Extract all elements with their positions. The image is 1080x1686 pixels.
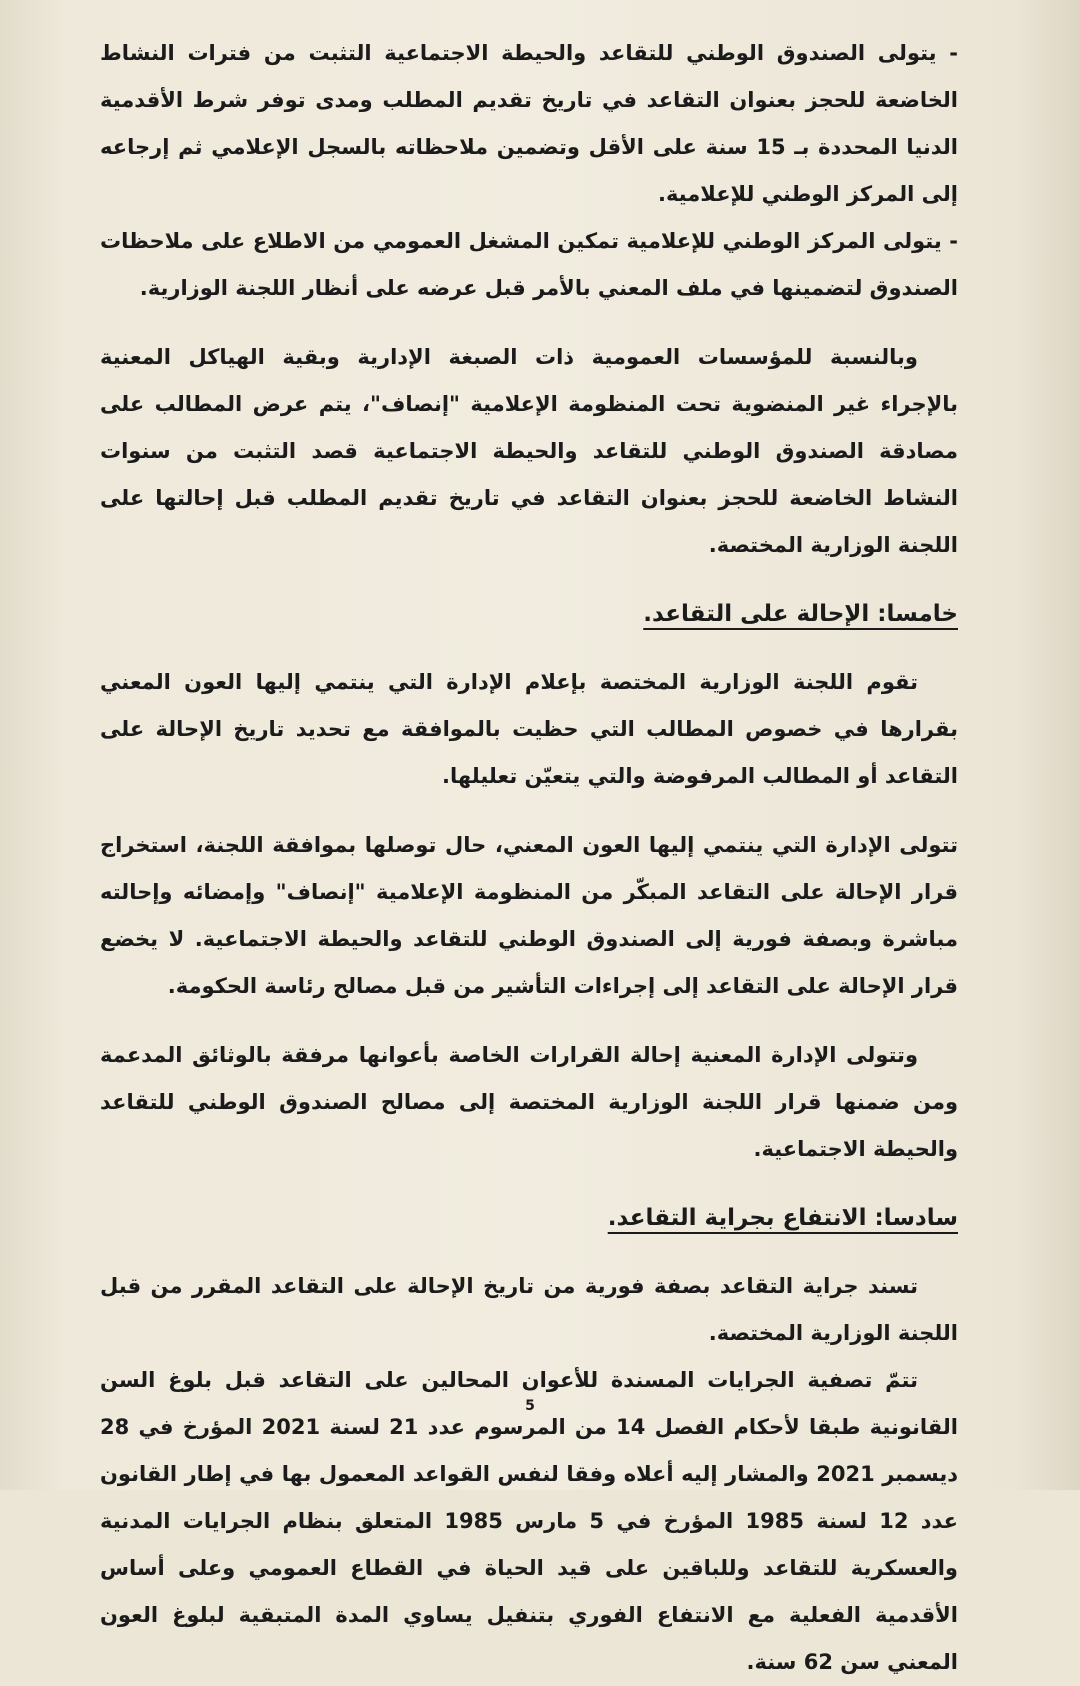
section-heading-pension-benefit: سادسا: الانتفاع بجراية التقاعد. xyxy=(607,1205,958,1231)
paragraph-cni-access: - يتولى المركز الوطني للإعلامية تمكين المشغل العمومي من الاطلاع على ملاحظات الصندوق لتضمينها في ملف المعني بالأمر قبل عرضه على أنظار اللجنة الوزارية. xyxy=(100,229,958,300)
paragraph-cnrps-verification: - يتولى الصندوق الوطني للتقاعد والحيطة الاجتماعية التثبت من فترات النشاط الخاضعة للحجز بعنوان التقاعد في تاريخ تقديم المطلب ومدى توفر شرط الأقدمية الدنيا المحددة بـ 15 سنة على الأقل وتضمين ملاحظاته بالسجل الإعلامي ثم إرجاعه إلى المركز الوطني للإعلامية. xyxy=(100,41,958,206)
paragraph-referral-decision: تتولى الإدارة التي ينتمي إليها العون المعني، حال توصلها بموافقة اللجنة، استخراج قرار الإحالة على التقاعد المبكّر من المنظومة الإعلامية "إنصاف" وإمضائه وإحالته مباشرة وبصفة فورية إلى الصندوق الوطني للتقاعد والحيطة الاجتماعية. لا يخضع قرار الإحالة على التقاعد إلى إجراءات التأشير من قبل مصالح رئاسة الحكومة. xyxy=(100,833,958,998)
paragraph-committee-decision: تقوم اللجنة الوزارية المختصة بإعلام الإدارة التي ينتمي إليها العون المعني بقرارها في خصوص المطالب التي حظيت بالموافقة مع تحديد تاريخ الإحالة على التقاعد أو المطالب المرفوضة والتي يتعيّن تعليلها. xyxy=(100,670,958,788)
paragraph-forward-decisions: وتتولى الإدارة المعنية إحالة القرارات الخاصة بأعوانها مرفقة بالوثائق المدعمة ومن ضمنها قرار اللجنة الوزارية المختصة إلى مصالح الصندوق الوطني للتقاعد والحيطة الاجتماعية. xyxy=(100,1043,958,1161)
paragraph-pension-grant: تسند جراية التقاعد بصفة فورية من تاريخ الإحالة على التقاعد المقرر من قبل اللجنة الوزارية المختصة. xyxy=(100,1274,958,1345)
paragraph-pension-calculation: تتمّ تصفية الجرايات المسندة للأعوان المحالين على التقاعد قبل بلوغ السن القانونية طبقا لأحكام الفصل 14 من المرسوم عدد 21 لسنة 2021 المؤرخ في 28 ديسمبر 2021 والمشار إليه أعلاه وفقا لنفس القواعد المعمول بها في إطار القانون عدد 12 لسنة 1985 المؤرخ في 5 مارس 1985 المتعلق بنظام الجرايات المدنية والعسكرية للتقاعد وللباقين على قيد الحياة في القطاع العمومي وعلى أساس الأقدمية الفعلية مع الانتفاع الفوري بتنفيل يساوي المدة المتبقية لبلوغ العون المعني سن 62 سنة. xyxy=(100,1368,959,1674)
page-number: 5 xyxy=(525,1398,535,1414)
document-body xyxy=(100,30,958,1686)
paragraph-public-institutions: وبالنسبة للمؤسسات العمومية ذات الصبغة الإدارية وبقية الهياكل المعنية بالإجراء غير المنضوية تحت المنظومة الإعلامية "إنصاف"، يتم عرض المطالب على مصادقة الصندوق الوطني للتقاعد والحيطة الاجتماعية قصد التثبت من سنوات النشاط الخاضعة للحجز بعنوان التقاعد في تاريخ تقديم المطلب قبل إحالتها على اللجنة الوزارية المختصة. xyxy=(100,345,958,557)
section-heading-retirement-referral: خامسا: الإحالة على التقاعد. xyxy=(643,601,958,627)
